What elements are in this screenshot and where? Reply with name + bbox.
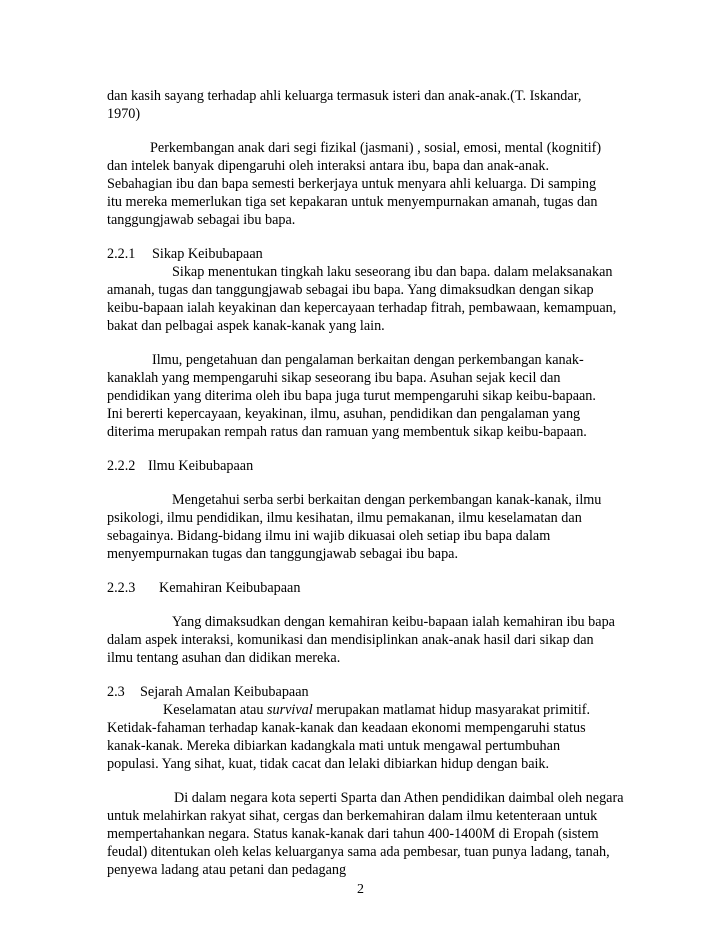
paragraph-line: menyempurnakan tugas dan tanggungjawab sebagai ibu bapa. [107,546,459,562]
section-title: Sejarah Amalan Keibubapaan [140,684,309,700]
paragraph-line: mempertahankan negara. Status kanak-kanak dari tahun 400-1400M di Eropah (sistem [107,826,599,842]
paragraph-line: bakat dan pelbagai aspek kanak-kanak yang lain. [107,318,385,334]
paragraph-line: feudal) ditentukan oleh kelas keluarganya sama ada pembesar, tuan punya ladang, tanah, [107,844,610,860]
paragraph-line: amanah, tugas dan tanggungjawab sebagai ibu bapa. Yang dimaksudkan dengan sikap [107,282,594,298]
page-number: 2 [357,882,364,897]
section-number: 2.2.2 [107,458,136,474]
paragraph-line: Ilmu, pengetahuan dan pengalaman berkaitan dengan perkembangan kanak- [152,352,584,368]
paragraph-line: dan intelek banyak dipengaruhi oleh interaksi antara ibu, bapa dan anak-anak. [107,158,550,174]
intro-line: dan kasih sayang terhadap ahli keluarga termasuk isteri dan anak-anak.(T. Iskandar, [107,88,582,104]
italic-term: survival [267,702,313,718]
paragraph-line: itu mereka memerlukan tiga set kepakaran untuk menyempurnakan amanah, tugas dan [107,194,598,210]
section-heading-2-3 [107,683,309,701]
intro-line: 1970) [107,106,141,122]
paragraph-line: diterima merupakan rempah ratus dan ramuan yang membentuk sikap keibu-bapaan. [107,424,587,440]
paragraph-line: pendidikan yang diterima oleh ibu bapa juga turut mempengaruhi sikap keibu-bapaan. [107,388,596,404]
paragraph-line: kanak-kanak. Mereka dibiarkan kadangkala mati untuk mengawal pertumbuhan [107,738,561,754]
paragraph-line: Yang dimaksudkan dengan kemahiran keibu-bapaan ialah kemahiran ibu bapa [172,614,615,630]
paragraph-line: Sikap menentukan tingkah laku seseorang ibu dan bapa. dalam melaksanakan [172,264,613,280]
paragraph-line: kanaklah yang mempengaruhi sikap seseorang ibu bapa. Asuhan sejak kecil dan [107,370,561,386]
paragraph-line: dalam aspek interaksi, komunikasi dan mendisiplinkan anak-anak hasil dari sikap dan [107,632,594,648]
paragraph-line: Perkembangan anak dari segi fizikal (jasmani) , sosial, emosi, mental (kognitif) [150,140,602,156]
paragraph-line: psikologi, ilmu pendidikan, ilmu kesihatan, ilmu pemakanan, ilmu keselamatan dan [107,510,582,526]
paragraph-line: untuk melahirkan rakyat sihat, cergas dan berkemahiran dalam ilmu ketenteraan untuk [107,808,598,824]
section-title: Sikap Keibubapaan [152,246,263,262]
section-number: 2.3 [107,684,125,700]
section-number: 2.2.3 [107,580,136,596]
section-heading-2-2-3 [107,579,300,597]
paragraph-line: Di dalam negara kota seperti Sparta dan Athen pendidikan daimbal oleh negara [174,790,624,806]
paragraph-line: Sebahagian ibu dan bapa semesti berkerjaya untuk menyara ahli keluarga. Di samping [107,176,597,192]
paragraph-line: tanggungjawab sebagai ibu bapa. [107,212,296,228]
paragraph-line: ilmu tentang asuhan dan didikan mereka. [107,650,341,666]
paragraph-line: Keselamatan atau survival merupakan matlamat hidup masyarakat primitif. [163,702,591,718]
section-title: Ilmu Keibubapaan [148,458,254,474]
paragraph-line: Ketidak-fahaman terhadap kanak-kanak dan keadaan ekonomi mempengaruhi status [107,720,586,736]
paragraph-line: populasi. Yang sihat, kuat, tidak cacat dan lelaki dibiarkan hidup dengan baik. [107,756,550,772]
paragraph-line: Mengetahui serba serbi berkaitan dengan perkembangan kanak-kanak, ilmu [172,492,602,508]
paragraph-line: keibu-bapaan ialah keyakinan dan kepercayaan terhadap fitrah, pembawaan, kemampuan, [107,300,617,316]
section-title: Kemahiran Keibubapaan [159,580,301,596]
paragraph-line: sebagainya. Bidang-bidang ilmu ini wajib dikuasai oleh setiap ibu bapa dalam [107,528,551,544]
paragraph-line: Ini bererti kepercayaan, keyakinan, ilmu, asuhan, pendidikan dan pengalaman yang [107,406,581,422]
paragraph-line: penyewa ladang atau petani dan pedagang [107,862,347,878]
section-heading-2-2-2 [107,457,253,475]
section-heading-2-2-1 [107,245,263,263]
section-number: 2.2.1 [107,246,136,262]
